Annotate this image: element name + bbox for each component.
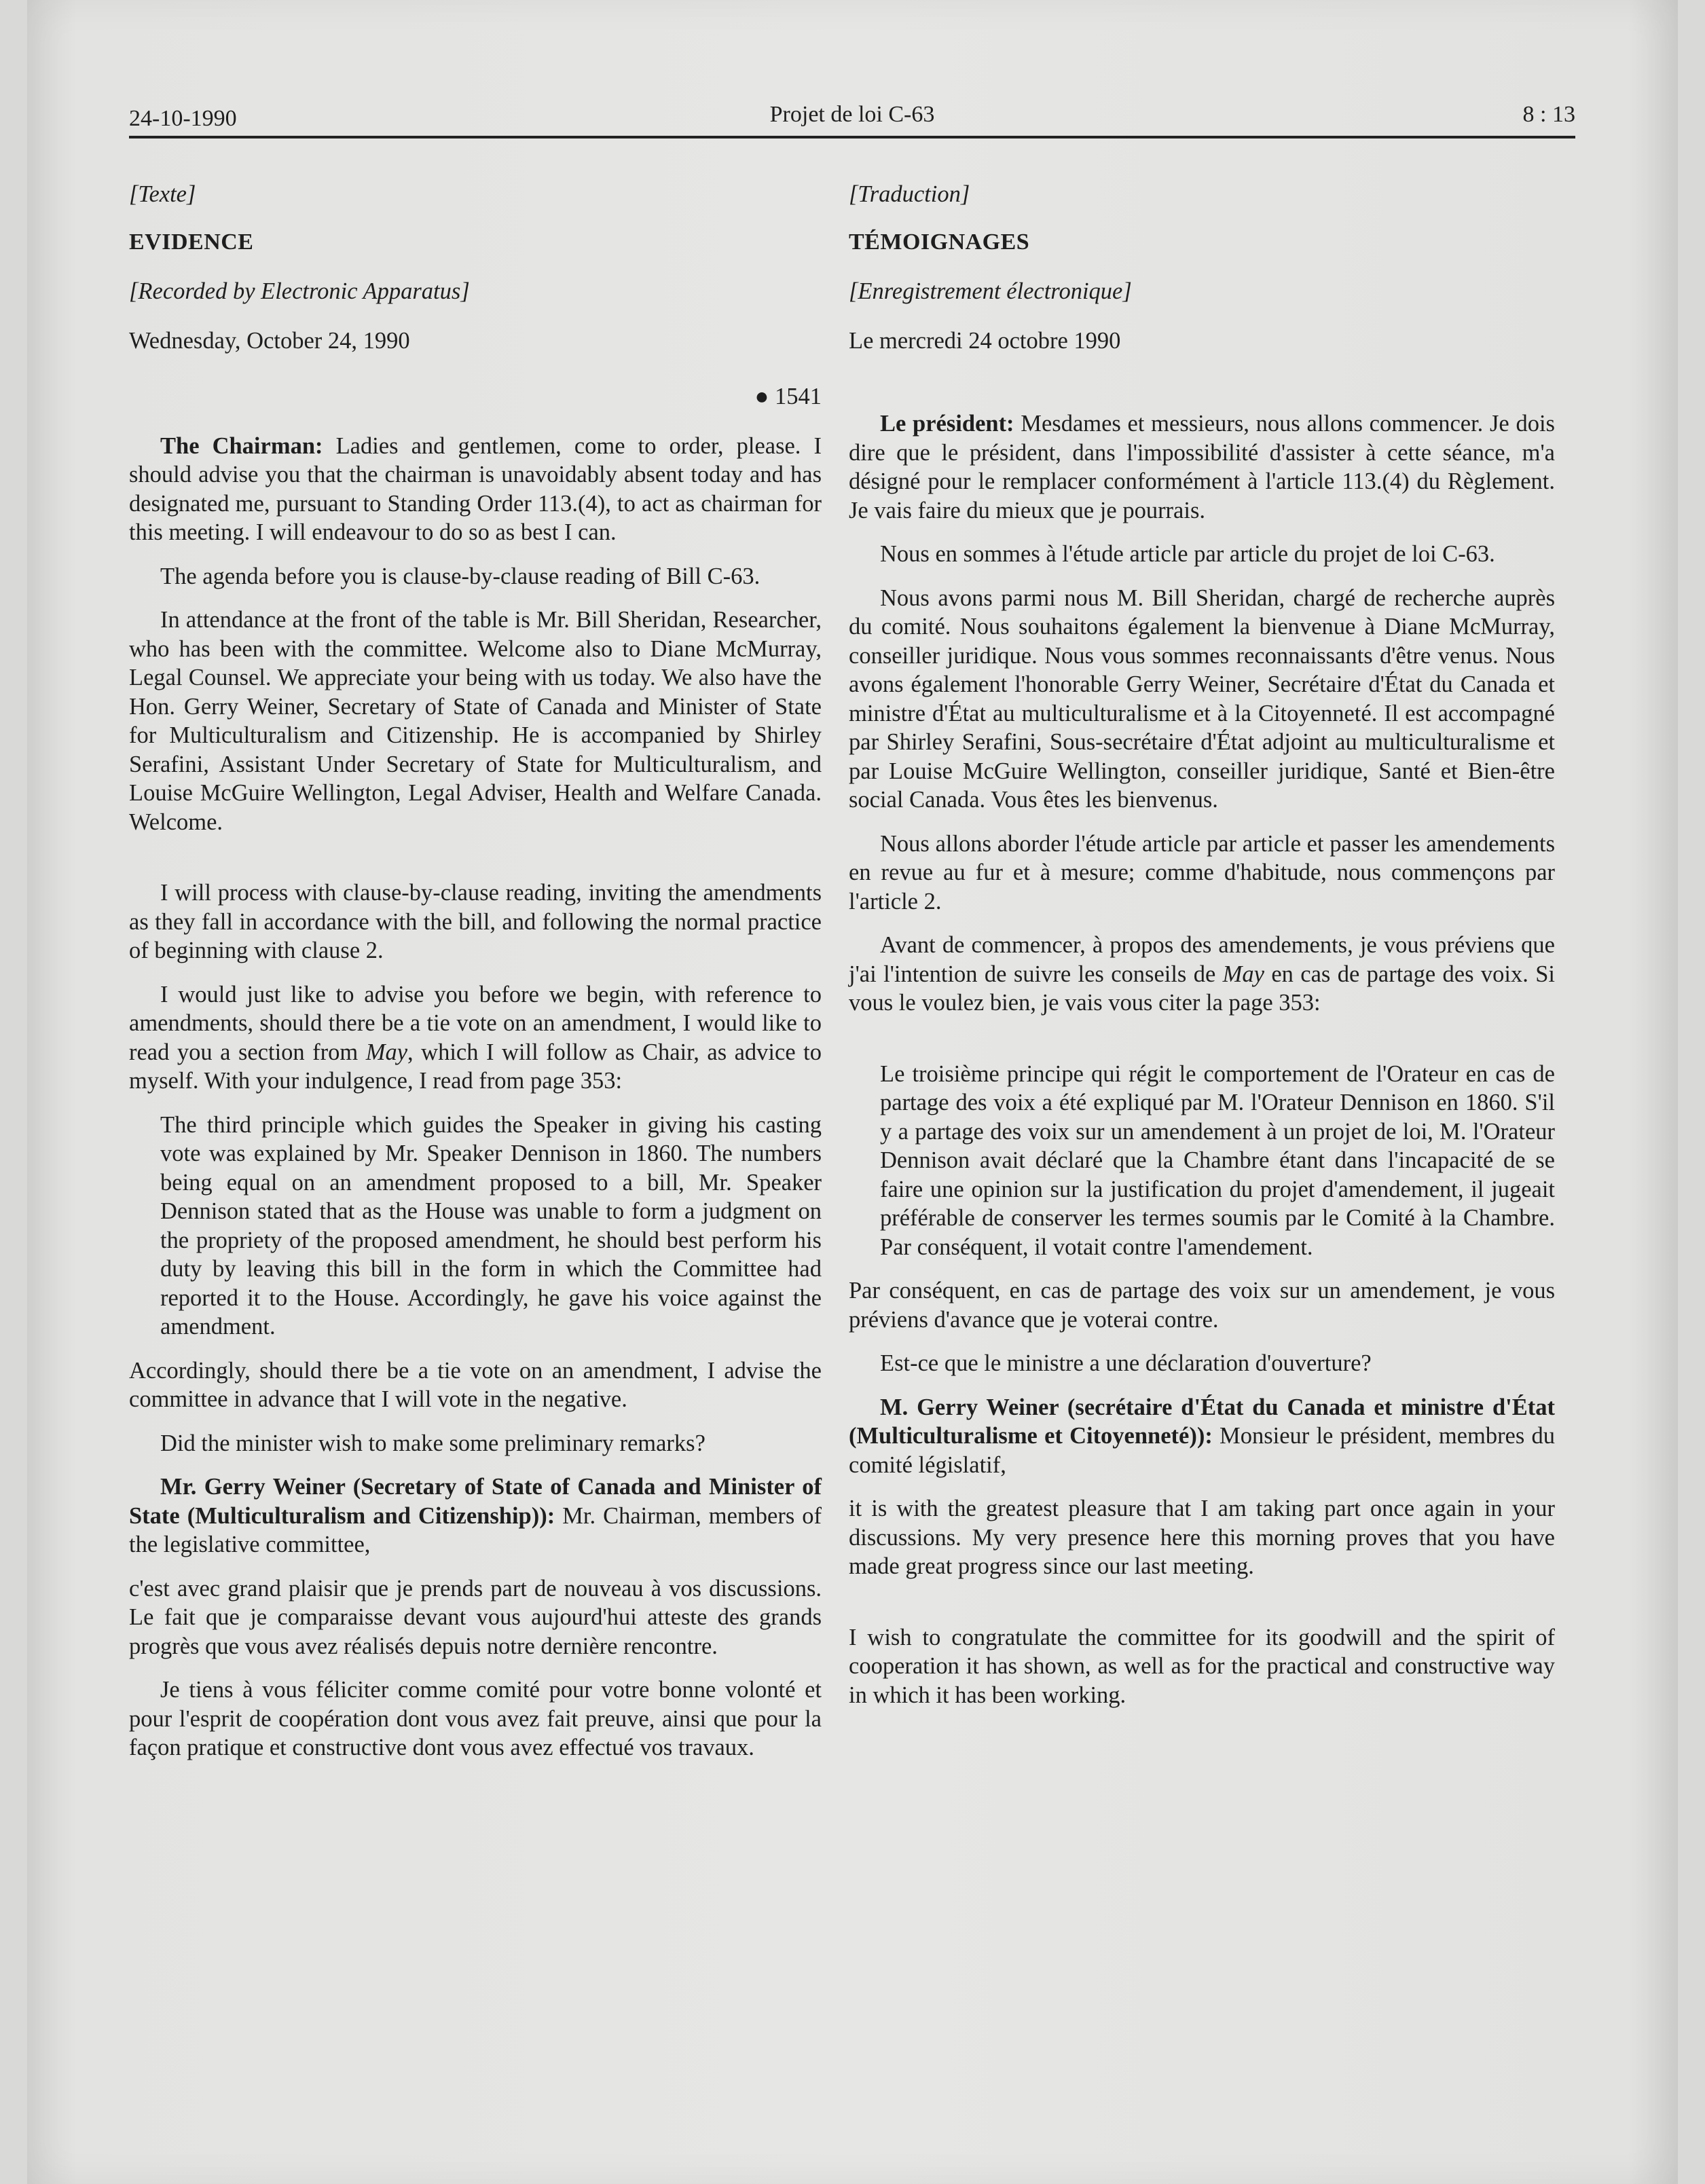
right-heading: TÉMOIGNAGES: [849, 229, 1030, 255]
right-label: [Traduction]: [849, 181, 970, 207]
italic-reference: May: [1222, 961, 1264, 987]
italic-reference: May: [365, 1039, 408, 1065]
left-paragraph: [129, 432, 822, 547]
speaker-name: Mr. Gerry Weiner (Secretary of State of Canada and Minister of State (Multiculturalism and Citizenship)):: [129, 1474, 822, 1529]
paragraph-text: I would just like to advise you before we begin, with reference to amendments, should there be a tie vote on an amendment, I would like to read you a section from: [129, 981, 822, 1065]
left-paragraph: Je tiens à vous féliciter comme comité pour votre bonne volonté et pour l'esprit de coopération dont vous avez fait preuve, ainsi que pour la façon pratique et constructive dont vous avez effectué vos travaux.: [129, 1677, 822, 1760]
left-paragraph: Did the minister wish to make some preliminary remarks?: [160, 1430, 705, 1456]
left-timestamp: ● 1541: [754, 384, 822, 409]
left-paragraph: I will process with clause-by-clause reading, inviting the amendments as they fall in accordance with the bill, and following the normal practice of beginning with clause 2.: [129, 880, 822, 963]
left-paragraph: [129, 1473, 822, 1559]
header-page-number: 8 : 13: [1522, 102, 1575, 127]
speaker-name: The Chairman:: [160, 432, 323, 459]
paragraph-text: en cas de partage des voix. Si vous le voulez bien, je vais vous citer la page 353:: [849, 961, 1555, 1016]
right-paragraph: [849, 931, 1555, 1018]
paragraph-text: Avant de commencer, à propos des amendements, je vous préviens que j'ai l'intention de suivre les conseils de: [849, 932, 1555, 987]
right-recorded: [Enregistrement électronique]: [849, 278, 1132, 304]
header-title: Projet de loi C-63: [769, 102, 935, 127]
left-paragraph: In attendance at the front of the table is Mr. Bill Sheridan, Researcher, who has been with the committee. Welcome also to Diane McMurray, Legal Counsel. We appreciate your being with us today. We also have the Hon. Gerry Weiner, Secretary of State of Canada and Minister of State for Multiculturalism and Citizenship. He is accompanied by Shirley Serafini, Assistant Under Secretary of State for Multiculturalism, and Louise McGuire Wellington, Legal Adviser, Health and Welfare Canada. Welcome.: [129, 607, 822, 835]
left-paragraph: [129, 980, 822, 1096]
paragraph-text: Monsieur le président, membres du comité législatif,: [849, 1423, 1555, 1478]
speaker-name: Le président:: [880, 411, 1014, 437]
paragraph-text: Mr. Chairman, members of the legislative committee,: [129, 1502, 822, 1557]
right-paragraph: Par conséquent, en cas de partage des voix sur un amendement, je vous préviens d'avance que je voterai contre.: [849, 1278, 1555, 1333]
left-date: Wednesday, October 24, 1990: [129, 327, 410, 354]
left-paragraph: c'est avec grand plaisir que je prends part de nouveau à vos discussions. Le fait que je comparaisse devant vous aujourd'hui atteste des grands progrès que vous avez réalisés depuis notre dernière rencontre.: [129, 1575, 822, 1659]
right-paragraph: Est-ce que le ministre a une déclaration d'ouverture?: [880, 1350, 1372, 1376]
right-paragraph: Nous avons parmi nous M. Bill Sheridan, chargé de recherche auprès du comité. Nous souhaitons également la bienvenue à Diane McMurray, conseiller juridique. Nous vous sommes reconnaissants d'être venus. Nous avons également l'honorable Gerry Weiner, Secrétaire d'État du Canada et ministre d'État au multiculturalisme et à la Citoyenneté. Il est accompagné par Shirley Serafini, Sous-secrétaire d'État adjoint au multiculturalisme et par Louise McGuire Wellington, conseiller juridique, Santé et Bien-être social Canada. Vous êtes les bienvenus.: [849, 585, 1555, 813]
left-quote: The third principle which guides the Speaker in giving his casting vote was explained by Mr. Speaker Dennison in 1860. The numbers being equal on an amendment proposed to a bill, Mr. Speaker Dennison stated that as the House was unable to form a judgment on the propriety of the proposed amendment, he should best perform his duty by leaving this bill in the form in which the Committee had reported it to the House. Accordingly, he gave his voice against the amendment.: [160, 1111, 822, 1339]
left-column: [129, 180, 822, 1777]
right-paragraph: it is with the greatest pleasure that I am taking part once again in your discussions. My very presence here this morning proves that you have made great progress since our last meeting.: [849, 1496, 1555, 1579]
right-paragraph: [849, 1393, 1555, 1480]
header-date: 24-10-1990: [129, 106, 237, 131]
left-paragraph: The agenda before you is clause-by-clause reading of Bill C-63.: [160, 563, 760, 589]
left-paragraph: Accordingly, should there be a tie vote on an amendment, I advise the committee in advance that I will vote in the negative.: [129, 1357, 822, 1412]
running-header: [129, 95, 1575, 138]
right-paragraph: I wish to congratulate the committee for its goodwill and the spirit of cooperation it has shown, as well as for the practical and constructive way in which it has been working.: [849, 1624, 1555, 1708]
right-paragraph: Nous allons aborder l'étude article par article et passer les amendements en revue au fur et à mesure; comme d'habitude, nous commençons par l'article 2.: [849, 830, 1555, 914]
left-heading: EVIDENCE: [129, 229, 254, 255]
right-paragraph: [849, 409, 1555, 525]
right-quote: Le troisième principe qui régit le comportement de l'Orateur en cas de partage des voix a été expliqué par M. l'Orateur Dennison en 1860. S'il y a partage des voix sur un amendement à un projet de loi, M. l'Orateur Dennison avait déclaré que la Chambre étant dans l'incapacité de se faire une opinion sur la justification du projet d'amendement, il jugeait préférable de conserver les termes soumis par le Comité à la Chambre. Par conséquent, il votait contre l'amendement.: [880, 1060, 1555, 1260]
right-column: [849, 180, 1555, 1724]
right-paragraph: Nous en sommes à l'étude article par article du projet de loi C-63.: [880, 541, 1495, 567]
paragraph-text: Mesdames et messieurs, nous allons commencer. Je dois dire que le président, dans l'impossibilité d'assister à cette séance, m'a désigné pour le remplacer conformément à l'article 113.(4) du Règlement. Je vais faire du mieux que je pourrais.: [849, 411, 1555, 523]
paragraph-text: Ladies and gentlemen, come to order, please. I should advise you that the chairman is unavoidably absent today and has designated me, pursuant to Standing Order 113.(4), to act as chairman for this meeting. I will endeavour to do so as best I can.: [129, 432, 822, 545]
left-label: [Texte]: [129, 181, 196, 207]
left-recorded: [Recorded by Electronic Apparatus]: [129, 278, 470, 304]
right-date: Le mercredi 24 octobre 1990: [849, 327, 1121, 354]
speaker-name: M. Gerry Weiner (secrétaire d'État du Canada et ministre d'État (Multiculturalisme et Citoyenneté)):: [849, 1394, 1555, 1449]
document-page: [27, 0, 1678, 2184]
paragraph-text: , which I will follow as Chair, as advice to myself. With your indulgence, I read from page 353:: [129, 1039, 822, 1094]
